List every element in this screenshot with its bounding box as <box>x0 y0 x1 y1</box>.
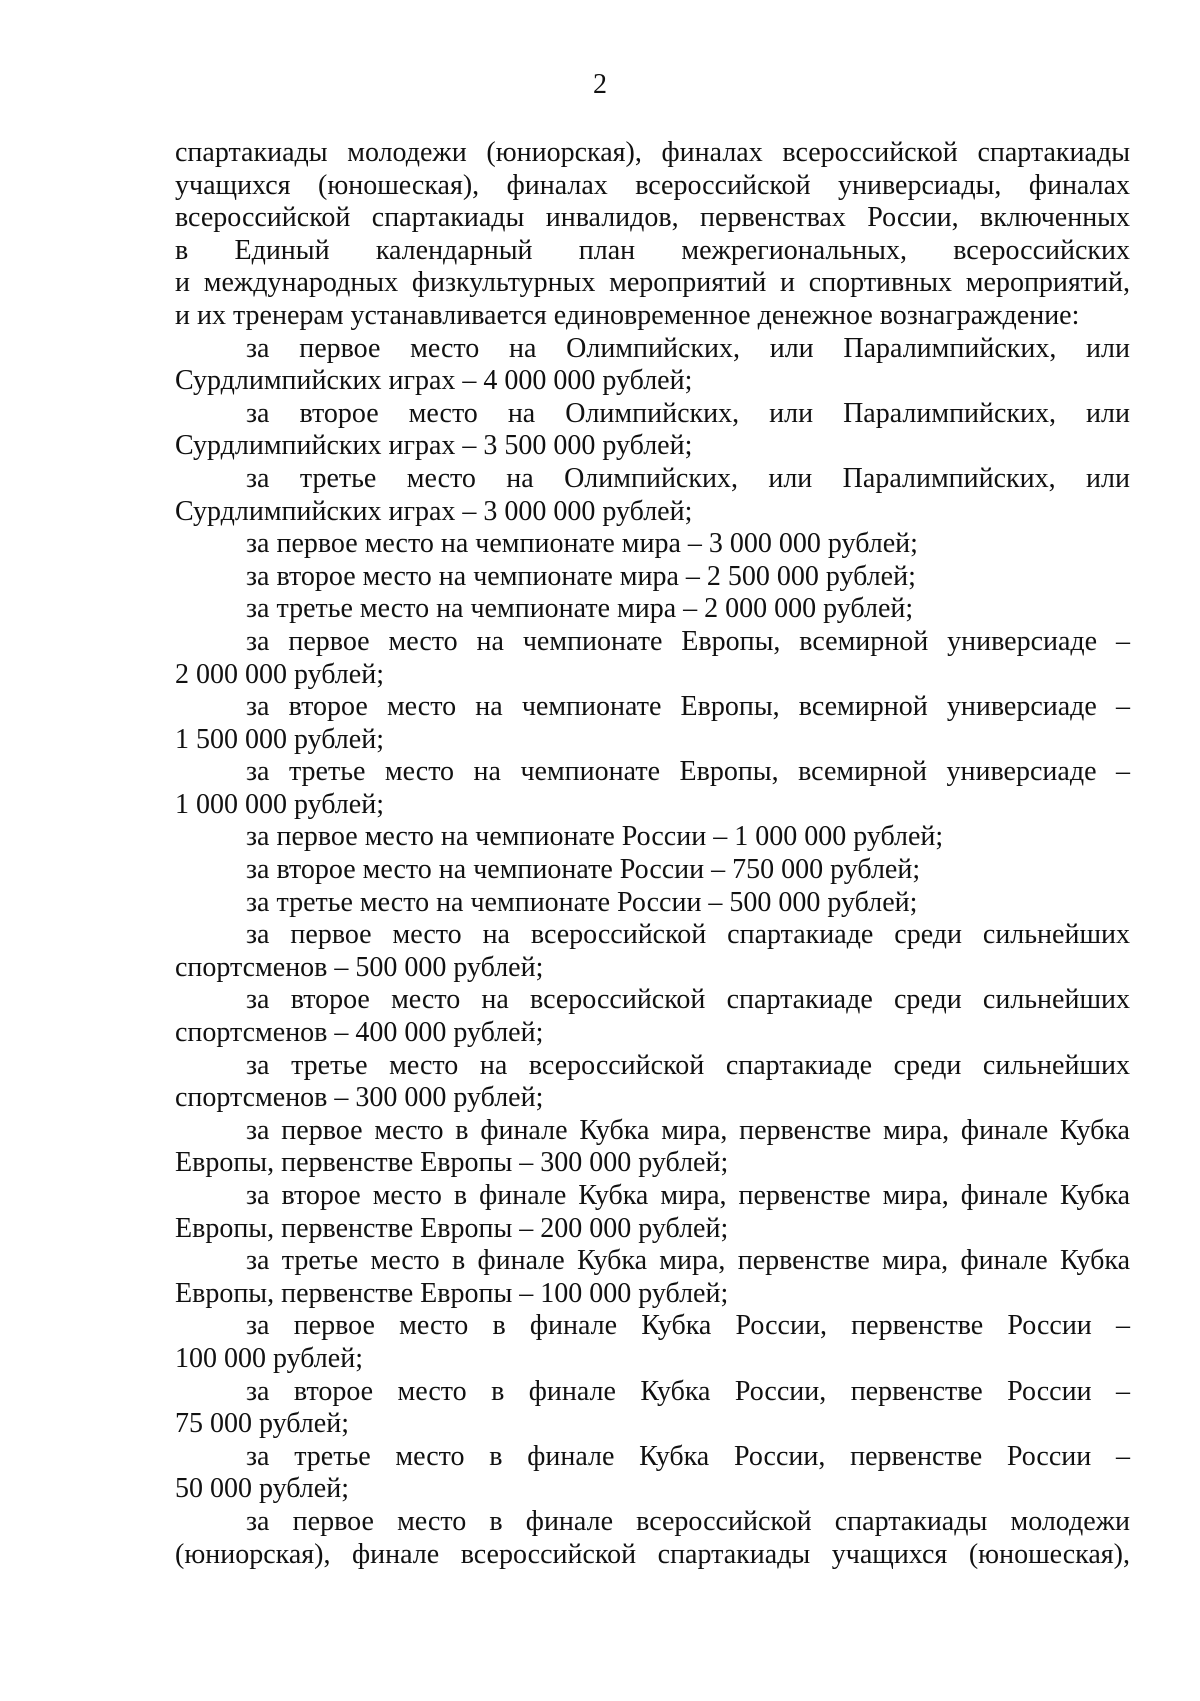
award-line: за второе место на всероссийской спартакиаде среди сильнейших <box>246 984 1130 1016</box>
final-line: (юниорская), финале всероссийской спартакиады учащихся (юношеская), <box>175 1538 1130 1570</box>
final-line: за первое место в финале всероссийской спартакиады молодежи <box>246 1505 1130 1537</box>
award-item <box>175 1376 1130 1441</box>
award-item <box>175 1050 1130 1115</box>
award-item <box>175 626 1130 691</box>
award-line: 1 000 000 рублей; <box>175 788 384 820</box>
award-line: Сурдлимпийских играх – 4 000 000 рублей; <box>175 365 693 397</box>
award-line: за второе место на чемпионате России – 750 000 рублей; <box>246 854 921 886</box>
award-line: спортсменов – 300 000 рублей; <box>175 1082 544 1114</box>
award-item <box>175 398 1130 463</box>
award-item <box>175 691 1130 756</box>
final-paragraph <box>175 1506 1130 1571</box>
award-line: за второе место на Олимпийских, или Паралимпийских, или <box>246 397 1130 429</box>
award-line: за третье место в финале Кубка мира, первенстве мира, финале Кубка <box>246 1245 1130 1277</box>
intro-line: в Единый календарный план межрегиональных, всероссийских <box>175 234 1130 266</box>
award-item <box>175 1115 1130 1180</box>
award-line: за первое место на Олимпийских, или Паралимпийских, или <box>246 332 1130 364</box>
award-item <box>175 919 1130 984</box>
award-line: Европы, первенстве Европы – 200 000 рублей; <box>175 1212 729 1244</box>
award-line: за первое место в финале Кубка мира, первенстве мира, финале Кубка <box>246 1114 1130 1146</box>
award-item <box>175 821 1130 854</box>
award-line: за первое место в финале Кубка России, первенстве России – <box>246 1310 1130 1342</box>
award-item <box>175 756 1130 821</box>
award-line: за третье место на всероссийской спартакиаде среди сильнейших <box>246 1049 1130 1081</box>
award-item <box>175 984 1130 1049</box>
award-item <box>175 1441 1130 1506</box>
award-item <box>175 1180 1130 1245</box>
award-item <box>175 528 1130 561</box>
award-line: за второе место в финале Кубка России, первенстве России – <box>246 1375 1130 1407</box>
award-line: Сурдлимпийских играх – 3 500 000 рублей; <box>175 430 693 462</box>
award-item <box>175 561 1130 594</box>
award-item <box>175 1245 1130 1310</box>
document-body <box>175 137 1130 1571</box>
awards-list <box>175 333 1130 1506</box>
award-line: за третье место на чемпионате Европы, всемирной универсиаде – <box>246 756 1130 788</box>
award-line: Сурдлимпийских играх – 3 000 000 рублей; <box>175 495 693 527</box>
award-line: Европы, первенстве Европы – 100 000 рублей; <box>175 1277 729 1309</box>
award-line: за третье место на чемпионате мира – 2 000 000 рублей; <box>246 593 914 625</box>
intro-line: всероссийской спартакиады инвалидов, первенствах России, включенных <box>175 202 1130 234</box>
award-line: за третье место на Олимпийских, или Паралимпийских, или <box>246 462 1130 494</box>
award-line: 1 500 000 рублей; <box>175 723 384 755</box>
award-line: за второе место на чемпионате Европы, всемирной универсиаде – <box>246 691 1130 723</box>
award-item <box>175 854 1130 887</box>
award-line: 75 000 рублей; <box>175 1408 349 1440</box>
award-line: за первое место на всероссийской спартакиаде среди сильнейших <box>246 919 1130 951</box>
award-line: за первое место на чемпионате России – 1 000 000 рублей; <box>246 821 944 853</box>
page-number: 2 <box>593 69 607 100</box>
award-item <box>175 887 1130 920</box>
award-line: за первое место на чемпионате мира – 3 000 000 рублей; <box>246 528 918 560</box>
award-line: 2 000 000 рублей; <box>175 658 384 690</box>
award-line: 50 000 рублей; <box>175 1473 349 1505</box>
award-item <box>175 593 1130 626</box>
award-item <box>175 1310 1130 1375</box>
award-line: Европы, первенстве Европы – 300 000 рублей; <box>175 1147 729 1179</box>
award-line: за третье место в финале Кубка России, первенстве России – <box>246 1440 1130 1472</box>
award-line: за третье место на чемпионате России – 500 000 рублей; <box>246 886 918 918</box>
intro-line: учащихся (юношеская), финалах всероссийской универсиады, финалах <box>175 169 1130 201</box>
award-line: за второе место в финале Кубка мира, первенстве мира, финале Кубка <box>246 1180 1130 1211</box>
intro-line: спартакиады молодежи (юниорская), финалах всероссийской спартакиады <box>175 137 1130 168</box>
award-item <box>175 463 1130 528</box>
award-line: за первое место на чемпионате Европы, всемирной универсиаде – <box>246 625 1130 657</box>
intro-paragraph <box>175 137 1130 333</box>
award-line: спортсменов – 400 000 рублей; <box>175 1017 544 1049</box>
award-line: 100 000 рублей; <box>175 1342 363 1374</box>
award-item <box>175 333 1130 398</box>
intro-line: и международных физкультурных мероприятий и спортивных мероприятий, <box>175 267 1130 299</box>
intro-line: и их тренерам устанавливается единовременное денежное вознаграждение: <box>175 299 1080 331</box>
award-line: спортсменов – 500 000 рублей; <box>175 951 544 983</box>
award-line: за второе место на чемпионате мира – 2 500 000 рублей; <box>246 560 916 592</box>
